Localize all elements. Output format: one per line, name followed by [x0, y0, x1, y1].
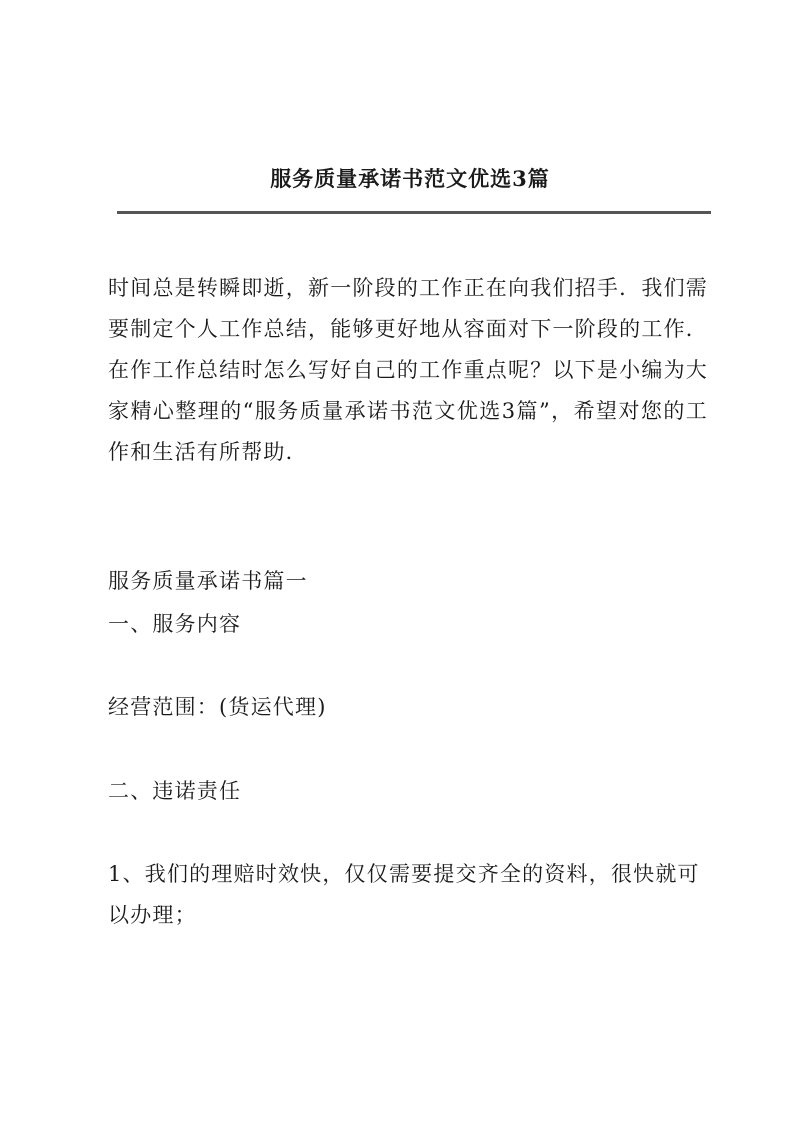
list-item: 1、我们的理赔时效快，仅仅需要提交齐全的资料，很快就可以办理；: [108, 862, 700, 927]
document-title: 服务质量承诺书范文优选3篇: [270, 166, 550, 191]
business-scope-line: 经营范围：(货运代理): [108, 695, 327, 719]
intro-paragraph: 时间总是转瞬即逝，新一阶段的工作正在向我们招手．我们需要制定个人工作总结，能够更好地从容面对下一阶段的工作．在作工作总结时怎么写好自己的工作重点呢？以下是小编为大家精心整理的“服务质量承诺书范文优选3篇”，希望对您的工作和生活有所帮助．: [108, 276, 708, 464]
title-divider: [117, 211, 711, 214]
section-title: 服务质量承诺书篇一: [108, 569, 308, 593]
subheading-breach-liability: 二、违诺责任: [108, 779, 242, 803]
subheading-service-content: 一、服务内容: [108, 612, 242, 636]
